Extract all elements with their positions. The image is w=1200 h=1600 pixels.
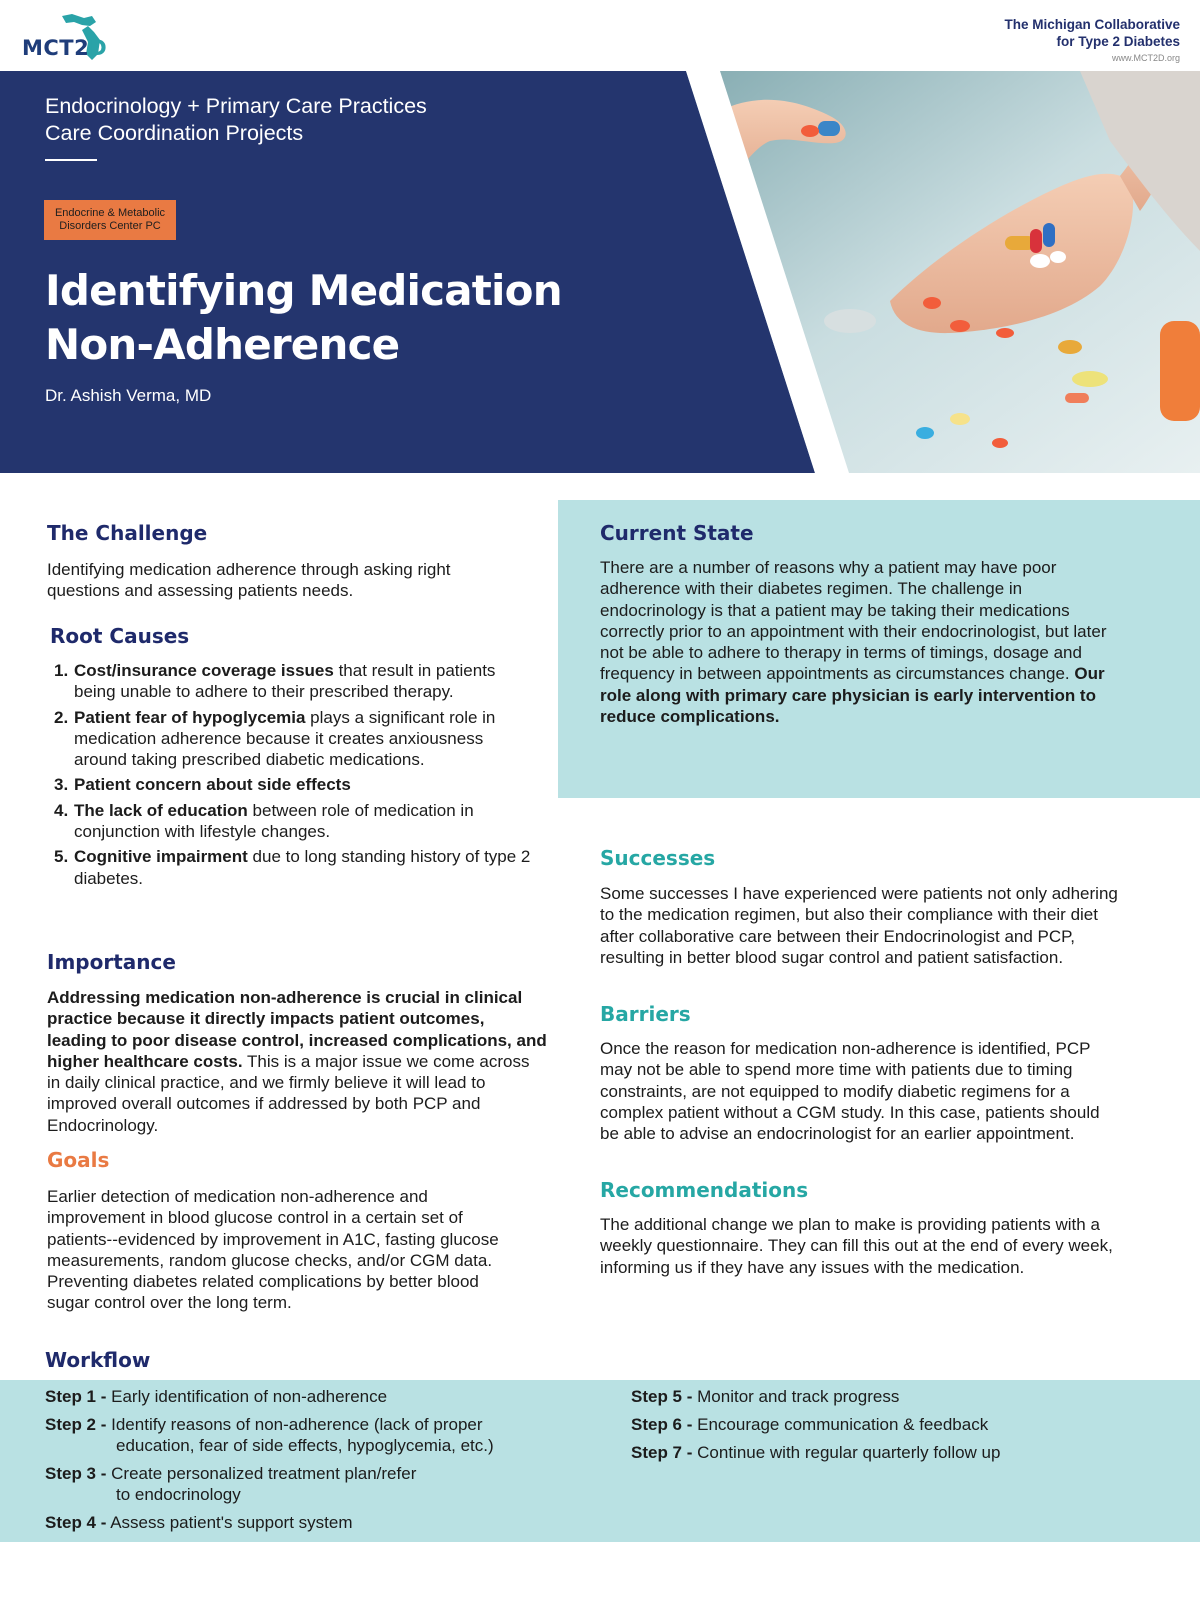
challenge-heading: The Challenge <box>47 521 208 545</box>
list-item: 4. The lack of education between role of medication in conjunction with lifestyle changes. <box>54 800 474 842</box>
org-name-line2: for Type 2 Diabetes <box>1056 34 1180 49</box>
hero-subtitle: Endocrinology + Primary Care Practices Care Coordination Projects <box>45 94 427 145</box>
logo-wordmark: MCT2D <box>22 36 108 60</box>
recommendations-text: The additional change we plan to make is providing patients with a weekly questionnaire. They can fill this out at the end of every week, informing us if they have any issues with the medication. <box>600 1215 1113 1277</box>
workflow-step-7: Step 7 - Continue with regular quarterly follow up <box>631 1443 1001 1462</box>
organization-block <box>1004 16 1180 63</box>
workflow-heading: Workflow <box>45 1348 151 1372</box>
barriers-text: Once the reason for medication non-adherence is identified, PCP may not be able to spend more time with patients due to timing constraints, are not equipped to modify diabetic regimens for a complex patient without a CGM study. In this case, patients should be able to advise an endocrinologist for an earlier appointment. <box>600 1039 1100 1144</box>
org-name-line1: The Michigan Collaborative <box>1004 17 1180 32</box>
top-bar <box>0 0 1200 71</box>
list-item: 3. Patient concern about side effects <box>54 775 351 795</box>
mct2d-logo <box>22 12 122 64</box>
list-item: 1. Cost/insurance coverage issues that result in patients being unable to adhere to their prescribed therapy. <box>54 661 496 702</box>
hero-banner <box>0 71 1200 473</box>
workflow-step-3: Step 3 - Create personalized treatment plan/refer to endocrinology <box>45 1464 417 1505</box>
list-item: 5. Cognitive impairment due to long standing history of type 2 diabetes. <box>54 847 531 888</box>
current-state-text: There are a number of reasons why a patient may have poor adherence with their diabetes regimen. The challenge in endocrinology is that a patient may be taking their medications correctly prior to an appointment with their endocrinologist, but later not be able to adhere to therapy in terms of timings, dosage and frequency in between appointments as circumstances change. Our role along with primary care physician is early intervention to reduce complications. <box>600 558 1107 727</box>
goals-text: Earlier detection of medication non-adherence and improvement in blood glucose control in a certain set of patients--evidenced by improvement in A1C, fasting glucose measurements, random glucose checks, and/or CGM data. Preventing diabetes related complications by better blood sugar control over the long term. <box>47 1187 499 1313</box>
barriers-heading: Barriers <box>600 1002 691 1026</box>
workflow-step-4: Step 4 - Assess patient's support system <box>45 1513 353 1532</box>
root-causes-list <box>50 660 540 893</box>
org-url: www.MCT2D.org <box>1111 53 1180 63</box>
workflow-step-5: Step 5 - Monitor and track progress <box>631 1387 900 1406</box>
goals-heading: Goals <box>47 1148 110 1172</box>
importance-heading: Importance <box>47 950 176 974</box>
practice-badge: Endocrine & Metabolic Disorders Center PC <box>44 200 176 240</box>
workflow-step-6: Step 6 - Encourage communication & feedback <box>631 1415 989 1434</box>
author-name: Dr. Ashish Verma, MD <box>45 386 212 405</box>
workflow-step-1: Step 1 - Early identification of non-adherence <box>45 1387 388 1406</box>
current-state-heading: Current State <box>600 521 754 545</box>
workflow-step-2: Step 2 - Identify reasons of non-adherence (lack of proper education, fear of side effects, hypoglycemia, etc.) <box>45 1415 494 1456</box>
successes-text: Some successes I have experienced were patients not only adhering to the medication regimen, but also their compliance with their diet after collaborative care between their Endocrinologist and PCP, resulting in better blood sugar control and patient satisfaction. <box>600 884 1118 967</box>
root-causes-heading: Root Causes <box>50 624 190 648</box>
recommendations-heading: Recommendations <box>600 1178 809 1202</box>
importance-text: Addressing medication non-adherence is crucial in clinical practice because it directly impacts patient outcomes, leading to poor disease control, increased complications, and higher healthcare costs. This is a major issue we come across in daily clinical practice, and we firmly believe it will lead to improved overall outcomes if addressed by both PCP and Endocrinology. <box>47 988 547 1135</box>
successes-heading: Successes <box>600 846 716 870</box>
page-title: Identifying Medication Non-Adherence <box>45 266 562 369</box>
challenge-text: Identifying medication adherence through asking right questions and assessing patients needs. <box>47 560 451 601</box>
list-item: 2. Patient fear of hypoglycemia plays a significant role in medication adherence because it creates anxiousness around taking prescribed diabetic medications. <box>54 707 496 770</box>
hero-divider <box>45 159 97 161</box>
